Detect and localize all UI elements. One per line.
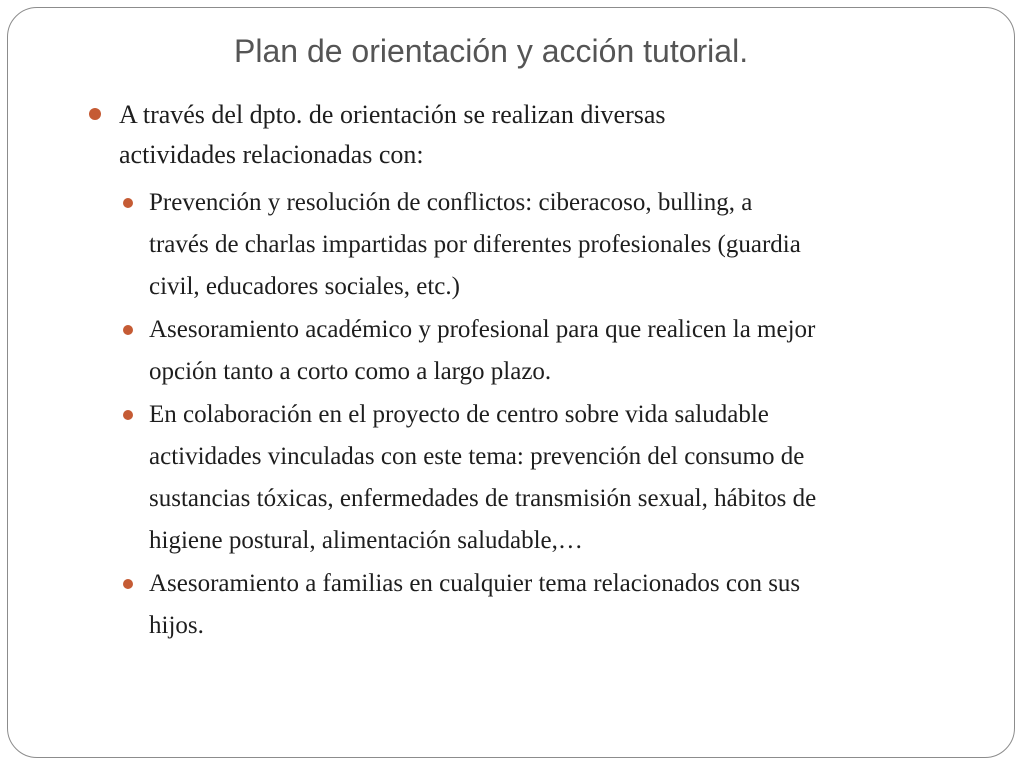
slide-title: Plan de orientación y acción tutorial. [234, 33, 749, 69]
sub-bullet-asesoramiento-academico [89, 309, 989, 393]
bullet-dot-icon [123, 410, 133, 420]
sub-bullet-line: sustancias tóxicas, enfermedades de transmisión sexual, hábitos de [149, 485, 817, 512]
intro-bullet [89, 95, 989, 175]
sub-bullet-line: Asesoramiento académico y profesional para que realicen la mejor [149, 316, 816, 343]
slide-content [89, 95, 989, 648]
sub-bullet-line: hijos. [149, 612, 204, 639]
sub-bullet-line: En colaboración en el proyecto de centro sobre vida saludable [149, 401, 769, 428]
sub-bullet-line: través de charlas impartidas por diferentes profesionales (guardia [149, 231, 801, 258]
intro-line: A través del dpto. de orientación se realizan diversas [119, 100, 666, 129]
sub-bullet-line: Asesoramiento a familias en cualquier tema relacionados con sus [149, 570, 801, 597]
bullet-dot-icon [123, 198, 133, 208]
sub-bullet-line: actividades vinculadas con este tema: prevención del consumo de [149, 443, 805, 470]
sub-bullet-conflictos [89, 182, 989, 308]
sub-bullet-vida-saludable [89, 394, 989, 562]
sub-bullet-line: opción tanto a corto como a largo plazo. [149, 358, 552, 385]
bullet-dot-icon [123, 579, 133, 589]
sub-bullet-line: civil, educadores sociales, etc.) [149, 273, 460, 300]
sub-bullet-line: Prevención y resolución de conflictos: ciberacoso, bulling, a [149, 189, 753, 216]
sub-bullet-line: higiene postural, alimentación saludable,… [149, 527, 583, 554]
bullet-dot-icon [123, 325, 133, 335]
intro-line: actividades relacionadas con: [119, 140, 424, 169]
sub-bullet-familias [89, 563, 989, 647]
bullet-dot-icon [89, 108, 101, 120]
